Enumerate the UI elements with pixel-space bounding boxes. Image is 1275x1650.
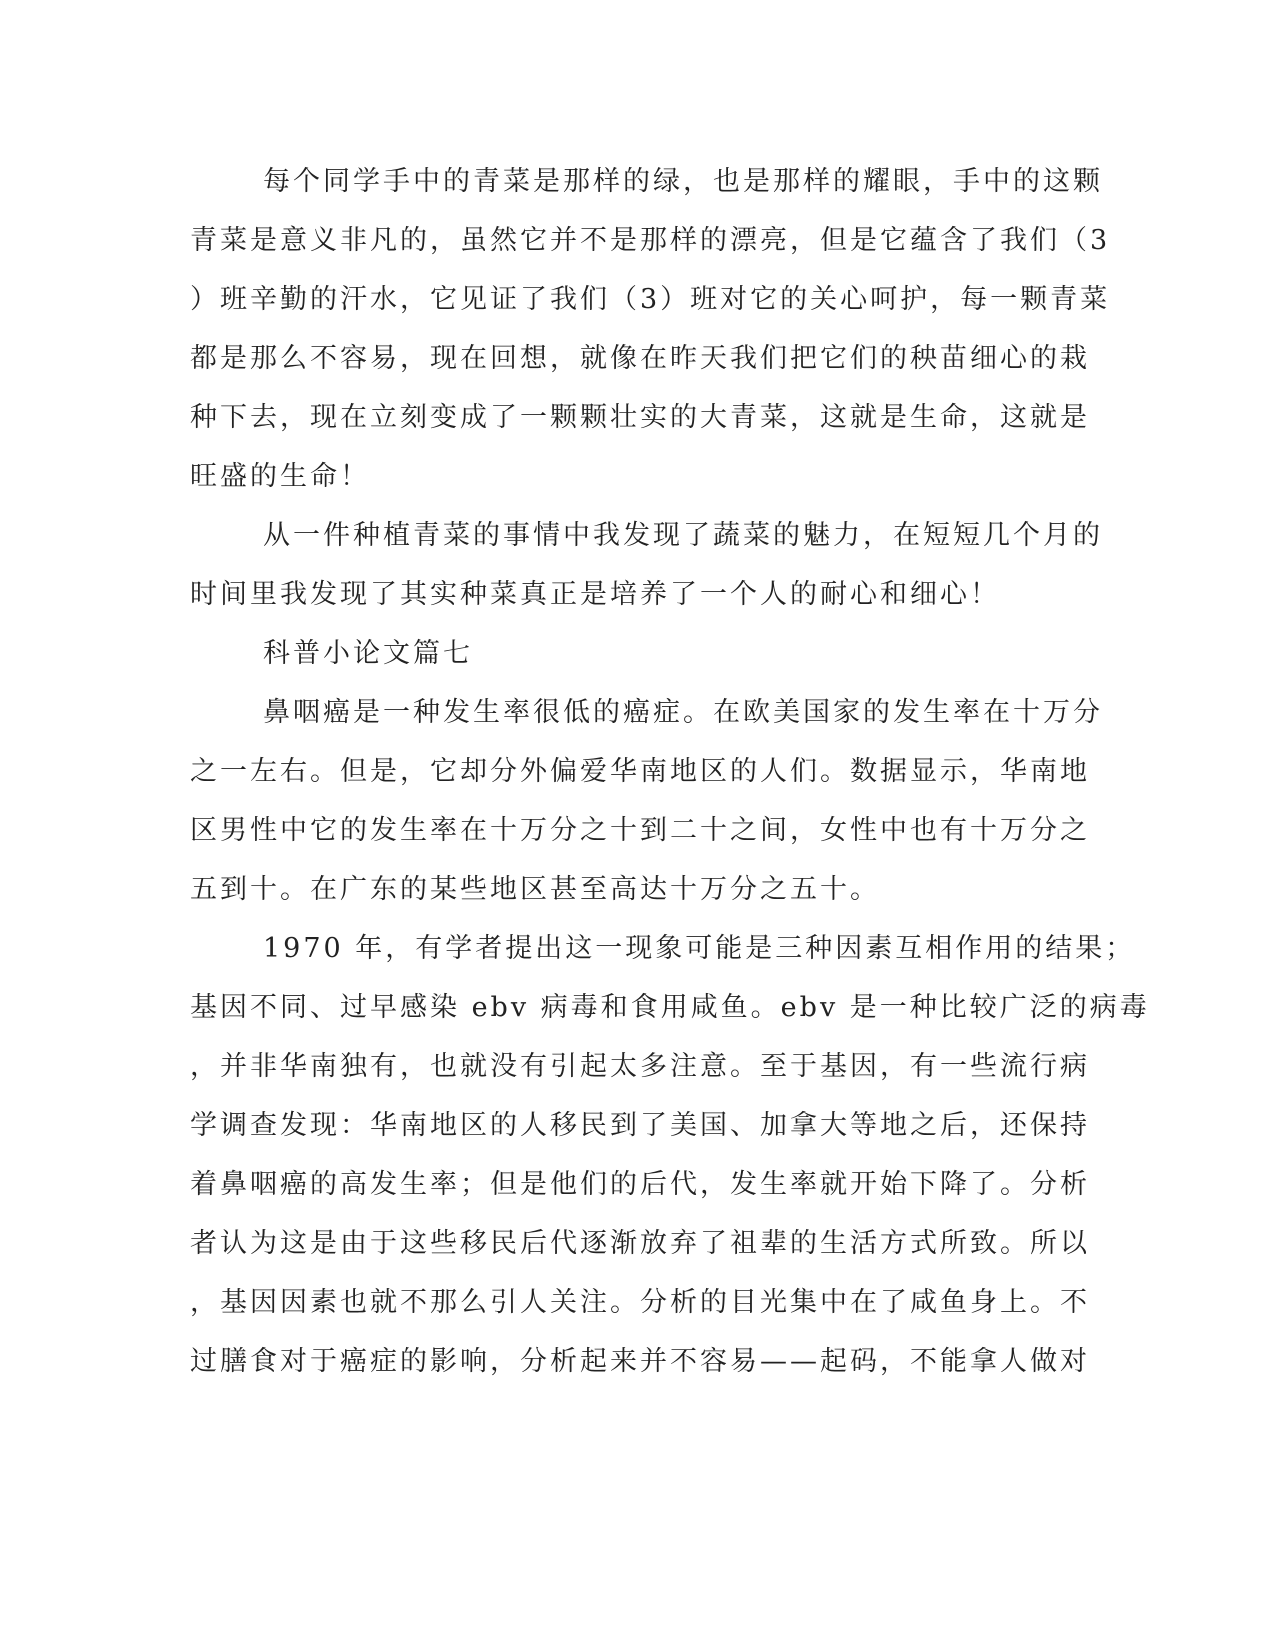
text-line: 从一件种植青菜的事情中我发现了蔬菜的魅力，在短短几个月的 (263, 520, 1103, 551)
text-line: 过膳食对于癌症的影响，分析起来并不容易——起码，不能拿人做对 (190, 1346, 1090, 1377)
text-line: 者认为这是由于这些移民后代逐渐放弃了祖辈的生活方式所致。所以 (190, 1228, 1090, 1259)
text-line: 都是那么不容易，现在回想，就像在昨天我们把它们的秧苗细心的栽 (190, 343, 1090, 374)
text-line: 旺盛的生命！ (190, 461, 370, 492)
text-line: 青菜是意义非凡的，虽然它并不是那样的漂亮，但是它蕴含了我们（3 (190, 225, 1111, 256)
text-line: 学调查发现：华南地区的人移民到了美国、加拿大等地之后，还保持 (190, 1110, 1090, 1141)
section-heading: 科普小论文篇七 (263, 638, 473, 669)
text-line: 每个同学手中的青菜是那样的绿，也是那样的耀眼，手中的这颗 (263, 166, 1103, 197)
text-line: 鼻咽癌是一种发生率很低的癌症。在欧美国家的发生率在十万分 (263, 697, 1103, 728)
text-line: ，并非华南独有，也就没有引起太多注意。至于基因，有一些流行病 (190, 1051, 1090, 1082)
text-line: 区男性中它的发生率在十万分之十到二十之间，女性中也有十万分之 (190, 815, 1090, 846)
text-line: 基因不同、过早感染 ebv 病毒和食用咸鱼。ebv 是一种比较广泛的病毒 (190, 992, 1150, 1023)
text-line: 1970 年，有学者提出这一现象可能是三种因素互相作用的结果； (263, 933, 1136, 964)
text-line: ）班辛勤的汗水，它见证了我们（3）班对它的关心呵护，每一颗青菜 (190, 284, 1111, 315)
text-line: 之一左右。但是，它却分外偏爱华南地区的人们。数据显示，华南地 (190, 756, 1090, 787)
text-line: 着鼻咽癌的高发生率；但是他们的后代，发生率就开始下降了。分析 (190, 1169, 1090, 1200)
text-line: 五到十。在广东的某些地区甚至高达十万分之五十。 (190, 874, 880, 905)
text-line: 种下去，现在立刻变成了一颗颗壮实的大青菜，这就是生命，这就是 (190, 402, 1090, 433)
text-line: ，基因因素也就不那么引人关注。分析的目光集中在了咸鱼身上。不 (190, 1287, 1090, 1318)
text-line: 时间里我发现了其实种菜真正是培养了一个人的耐心和细心！ (190, 579, 1000, 610)
